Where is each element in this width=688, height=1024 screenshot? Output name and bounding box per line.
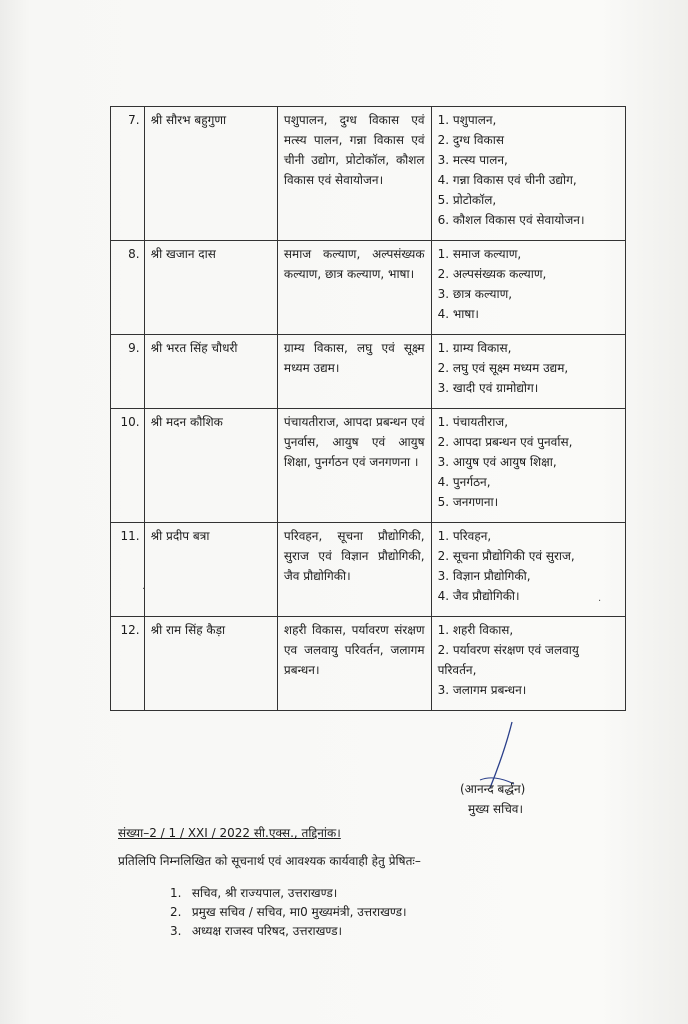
row-number: 12. — [111, 617, 145, 711]
departments-list — [431, 107, 625, 241]
list-item: 5. जनगणना। — [437, 495, 499, 509]
row-number: 9. — [111, 335, 145, 409]
list-item: 2. प्रमुख सचिव / सचिव, मा0 मुख्यमंत्री, उत्तराखण्ड। — [170, 905, 407, 919]
departments-summary: परिवहन, सूचना प्रौद्योगिकी, सुराज एवं विज्ञान प्रौद्योगिकी, जैव प्रौद्योगिकी। — [277, 523, 431, 617]
list-item: 2. अल्पसंख्यक कल्याण, — [437, 267, 547, 281]
departments-list — [431, 241, 625, 335]
minister-name: श्री सौरभ बहुगुणा — [144, 107, 277, 241]
list-item: 3. मत्स्य पालन, — [437, 153, 508, 167]
list-item: 3. खादी एवं ग्रामोद्योग। — [437, 381, 539, 395]
departments-summary: पंचायतीराज, आपदा प्रबन्धन एवं पुनर्वास, आयुष एवं आयुष शिक्षा, पुनर्गठन एवं जनगणना । — [277, 409, 431, 523]
list-item: 3. अध्यक्ष राजस्व परिषद, उत्तराखण्ड। — [170, 924, 343, 938]
table-row — [111, 335, 626, 409]
minister-name: श्री मदन कौशिक — [144, 409, 277, 523]
list-item: 4. पुनर्गठन, — [437, 475, 491, 489]
reference-number: संख्या–2 / 1 / XXI / 2022 सी.एक्स., तद्दिनांक। — [118, 826, 341, 840]
minister-name: श्री भरत सिंह चौधरी — [144, 335, 277, 409]
list-item: 1. समाज कल्याण, — [437, 247, 522, 261]
copy-list — [170, 884, 407, 941]
departments-list — [431, 335, 625, 409]
list-item: 4. गन्ना विकास एवं चीनी उद्योग, — [437, 173, 577, 187]
list-item: 3. विज्ञान प्रौद्योगिकी, — [437, 569, 531, 583]
portfolio-table — [110, 106, 626, 711]
departments-list — [431, 409, 625, 523]
departments-summary: ग्राम्य विकास, लघु एवं सूक्ष्म मध्यम उद्यम। — [277, 335, 431, 409]
signatory-name: (आनन्द बर्द्धन) — [460, 782, 526, 796]
list-item: 6. कौशल विकास एवं सेवायोजन। — [437, 213, 585, 227]
table-row — [111, 523, 626, 617]
list-item: 1. पशुपालन, — [437, 113, 497, 127]
copy-intro: प्रतिलिपि निम्नलिखित को सूचनार्थ एवं आवश्यक कार्यवाही हेतु प्रेषितः– — [118, 854, 421, 868]
list-item: 4. भाषा। — [437, 307, 479, 321]
departments-list — [431, 523, 625, 617]
departments-summary: शहरी विकास, पर्यावरण संरक्षण एव जलवायु परिवर्तन, जलागम प्रबन्धन। — [277, 617, 431, 711]
list-item: 3. आयुष एवं आयुष शिक्षा, — [437, 455, 557, 469]
table-row — [111, 409, 626, 523]
scan-mark: · — [598, 596, 602, 607]
departments-summary: समाज कल्याण, अल्पसंख्यक कल्याण, छात्र कल्याण, भाषा। — [277, 241, 431, 335]
row-number: 11. — [111, 523, 145, 617]
table-row — [111, 241, 626, 335]
minister-name: श्री प्रदीप बत्रा — [144, 523, 277, 617]
row-number: 10. — [111, 409, 145, 523]
list-item: 2. पर्यावरण संरक्षण एवं जलवायु परिवर्तन, — [437, 643, 579, 677]
list-item: 2. सूचना प्रौद्योगिकी एवं सुराज, — [437, 549, 575, 563]
minister-name: श्री खजान दास — [144, 241, 277, 335]
row-number: 8. — [111, 241, 145, 335]
list-item: 1. परिवहन, — [437, 529, 492, 543]
table-row — [111, 617, 626, 711]
scan-mark: · — [142, 584, 146, 595]
list-item: 3. छात्र कल्याण, — [437, 287, 513, 301]
list-item: 1. सचिव, श्री राज्यपाल, उत्तराखण्ड। — [170, 886, 338, 900]
list-item: 3. जलागम प्रबन्धन। — [437, 683, 527, 697]
signatory-title: मुख्य सचिव। — [468, 802, 524, 816]
row-number: 7. — [111, 107, 145, 241]
list-item: 2. दुग्ध विकास — [437, 133, 504, 147]
table-row — [111, 107, 626, 241]
list-item: 2. लघु एवं सूक्ष्म मध्यम उद्यम, — [437, 361, 569, 375]
departments-list — [431, 617, 625, 711]
list-item: 1. पंचायतीराज, — [437, 415, 509, 429]
list-item: 2. आपदा प्रबन्धन एवं पुनर्वास, — [437, 435, 573, 449]
list-item: 5. प्रोटोकॉल, — [437, 193, 497, 207]
departments-summary: पशुपालन, दुग्ध विकास एवं मत्स्य पालन, गन्ना विकास एवं चीनी उद्योग, प्रोटोकॉल, कौशल विकास एवं सेवायोजन। — [277, 107, 431, 241]
list-item: 4. जैव प्रौद्योगिकी। — [437, 589, 520, 603]
minister-name: श्री राम सिंह कैड़ा — [144, 617, 277, 711]
list-item: 1. शहरी विकास, — [437, 623, 514, 637]
list-item: 1. ग्राम्य विकास, — [437, 341, 512, 355]
